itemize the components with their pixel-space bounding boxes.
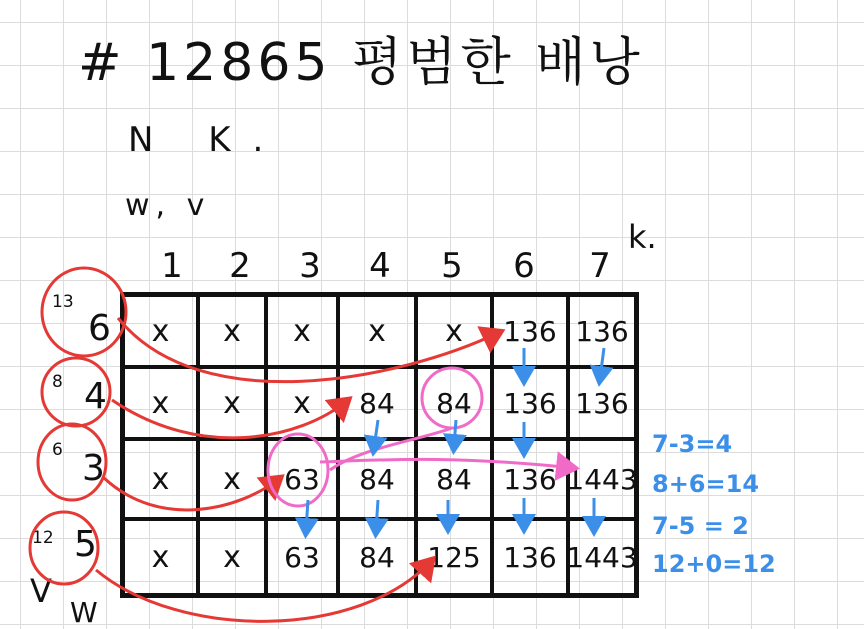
dp-cell: 63 — [266, 439, 338, 519]
item-circle — [42, 268, 126, 356]
column-number: 5 — [441, 246, 463, 286]
dp-cell: x — [198, 295, 266, 367]
dp-table — [120, 292, 639, 598]
item-weight: 12 — [32, 528, 54, 548]
calc-note: 8+6=14 — [652, 470, 760, 498]
header-wv: w, v — [125, 188, 211, 223]
item-value: 6 — [88, 308, 111, 349]
column-number: 1 — [161, 246, 183, 286]
dp-cell: x — [198, 367, 266, 439]
dp-cell: x — [123, 295, 198, 367]
column-headers — [132, 246, 652, 286]
page-title: # 12865 평범한 배낭 — [78, 33, 644, 93]
dp-cell: 84 — [338, 367, 416, 439]
dp-cell: 84 — [416, 439, 492, 519]
item-weight: 13 — [52, 292, 74, 312]
dp-cell: x — [123, 439, 198, 519]
calc-note: 7-3=4 — [652, 430, 733, 458]
item-value: 4 — [84, 376, 107, 417]
dp-cell: x — [198, 519, 266, 595]
item-value: 5 — [74, 524, 97, 565]
dp-cell: 136 — [492, 439, 568, 519]
k-axis-label: k. — [628, 218, 657, 256]
item-weight: 8 — [52, 372, 63, 392]
column-number: 4 — [369, 246, 391, 286]
v-label: V — [30, 572, 52, 610]
column-number: 7 — [589, 246, 611, 286]
dp-cell: x — [123, 367, 198, 439]
dp-cell: x — [416, 295, 492, 367]
item-weight: 6 — [52, 440, 63, 460]
w-label: W — [70, 596, 98, 629]
column-number: 6 — [513, 246, 535, 286]
dp-cell: 136 — [492, 295, 568, 367]
column-number: 3 — [299, 246, 321, 286]
dp-cell: x — [123, 519, 198, 595]
dp-cell: 125 — [416, 519, 492, 595]
dp-cell: x — [338, 295, 416, 367]
dp-cell: 84 — [416, 367, 492, 439]
dp-cell: 136 — [568, 367, 636, 439]
column-number: 2 — [229, 246, 251, 286]
dp-cell: x — [266, 367, 338, 439]
calc-note: 12+0=12 — [652, 550, 776, 578]
dp-cell: 136 — [568, 295, 636, 367]
header-nk: N K. — [128, 120, 286, 160]
calc-note: 7-5 = 2 — [652, 512, 749, 540]
item-value: 3 — [82, 448, 105, 489]
dp-cell: 1443 — [568, 439, 636, 519]
dp-cell: 136 — [492, 367, 568, 439]
dp-cell: 136 — [492, 519, 568, 595]
dp-cell: x — [266, 295, 338, 367]
dp-cell: x — [198, 439, 266, 519]
dp-cell: 1443 — [568, 519, 636, 595]
dp-cell: 84 — [338, 519, 416, 595]
dp-cell: 84 — [338, 439, 416, 519]
dp-cell: 63 — [266, 519, 338, 595]
